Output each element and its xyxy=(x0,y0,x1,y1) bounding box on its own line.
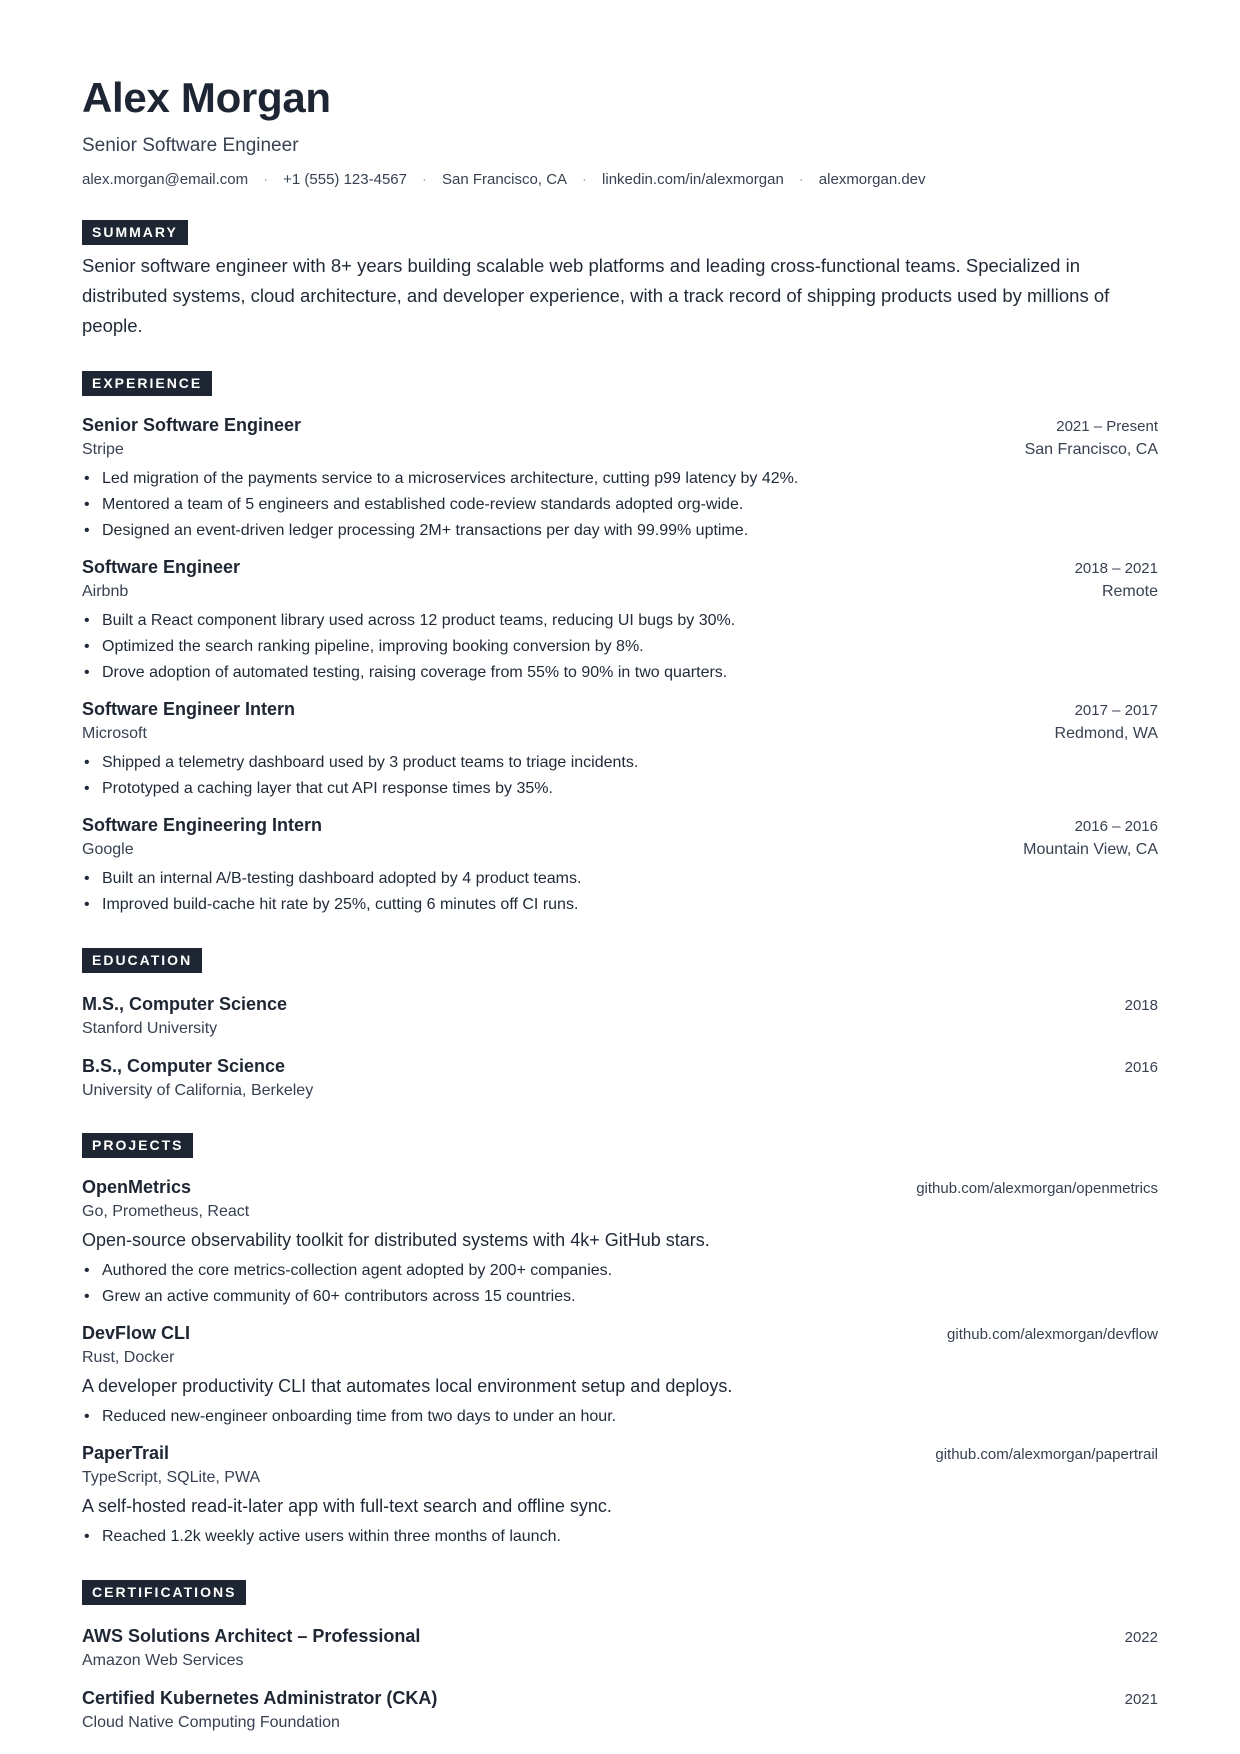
job-location: San Francisco, CA xyxy=(1024,441,1158,458)
education-entry xyxy=(82,1053,1158,1103)
contact-separator: · xyxy=(421,171,427,188)
section-heading-summary: SUMMARY xyxy=(82,220,188,245)
experience-entry xyxy=(82,812,1158,918)
degree-title: B.S., Computer Science xyxy=(82,1056,286,1076)
project-bullets xyxy=(82,1404,1158,1430)
project-bullets xyxy=(82,1524,1158,1550)
bullet-item: • Reduced new-engineer onboarding time from two days to under an hour. xyxy=(82,1404,1158,1430)
contact-phone[interactable]: +1 (555) 123-4567 xyxy=(283,171,407,188)
contact-separator: · xyxy=(582,171,588,188)
certification-issuer: Cloud Native Computing Foundation xyxy=(82,1714,340,1731)
job-bullets xyxy=(82,608,1158,686)
project-description: Open-source observability toolkit for distributed systems with 4k+ GitHub stars. xyxy=(82,1230,710,1250)
project-link[interactable]: github.com/alexmorgan/openmetrics xyxy=(916,1180,1158,1197)
company-name: Airbnb xyxy=(82,583,129,600)
education-section xyxy=(82,918,1158,1103)
job-bullets xyxy=(82,866,1158,918)
bullet-item: • Improved build-cache hit rate by 25%, cutting 6 minutes off CI runs. xyxy=(82,892,1158,918)
certification-name: Certified Kubernetes Administrator (CKA) xyxy=(82,1688,438,1708)
job-title: Software Engineer Intern xyxy=(82,699,296,719)
certification-entry xyxy=(82,1685,1158,1735)
section-heading-projects: PROJECTS xyxy=(82,1133,193,1158)
bullet-item: • Shipped a telemetry dashboard used by 3 product teams to triage incidents. xyxy=(82,750,1158,776)
project-name: DevFlow CLI xyxy=(82,1323,191,1343)
company-name: Stripe xyxy=(82,441,124,458)
bullet-item: • Led migration of the payments service to a microservices architecture, cutting p99 latency by 42%. xyxy=(82,466,1158,492)
experience-section xyxy=(82,341,1158,918)
bullet-item: • Built a React component library used across 12 product teams, reducing UI bugs by 30%. xyxy=(82,608,1158,634)
project-tech: Go, Prometheus, React xyxy=(82,1203,250,1220)
bullet-item: • Mentored a team of 5 engineers and established code-review standards adopted org-wide. xyxy=(82,492,1158,518)
bullet-item: • Prototyped a caching layer that cut API response times by 35%. xyxy=(82,776,1158,802)
candidate-role: Senior Software Engineer xyxy=(82,135,299,156)
bullet-item: • Drove adoption of automated testing, raising coverage from 55% to 90% in two quarters. xyxy=(82,660,1158,686)
job-title: Software Engineer xyxy=(82,557,241,577)
section-heading-certifications: CERTIFICATIONS xyxy=(82,1580,246,1605)
certification-year: 2022 xyxy=(1124,1629,1158,1646)
summary-section xyxy=(82,190,1158,341)
education-entry xyxy=(82,991,1158,1041)
experience-entry xyxy=(82,554,1158,686)
bullet-item: • Designed an event-driven ledger processing 2M+ transactions per day with 99.99% uptime. xyxy=(82,518,1158,544)
certification-entry xyxy=(82,1623,1158,1673)
job-location: Redmond, WA xyxy=(1054,725,1158,742)
job-title: Software Engineering Intern xyxy=(82,815,323,835)
contact-line xyxy=(82,170,1158,190)
job-dates: 2016 – 2016 xyxy=(1074,818,1158,835)
company-name: Google xyxy=(82,841,134,858)
section-heading-experience: EXPERIENCE xyxy=(82,371,212,396)
contact-email[interactable]: alex.morgan@email.com xyxy=(82,171,249,188)
job-location: Mountain View, CA xyxy=(1023,841,1158,858)
contact-separator: · xyxy=(263,171,269,188)
projects-section xyxy=(82,1103,1158,1550)
company-name: Microsoft xyxy=(82,725,147,742)
contact-location: San Francisco, CA xyxy=(441,171,568,188)
job-bullets xyxy=(82,750,1158,802)
degree-year: 2018 xyxy=(1124,997,1158,1014)
job-dates: 2017 – 2017 xyxy=(1074,702,1158,719)
project-link[interactable]: github.com/alexmorgan/devflow xyxy=(947,1326,1158,1343)
certifications-section xyxy=(82,1550,1158,1735)
contact-separator: · xyxy=(798,171,804,188)
project-entry xyxy=(82,1320,1158,1430)
project-tech: Rust, Docker xyxy=(82,1349,175,1366)
project-bullets xyxy=(82,1258,1158,1310)
job-dates: 2018 – 2021 xyxy=(1074,560,1158,577)
project-name: OpenMetrics xyxy=(82,1177,192,1197)
project-entry xyxy=(82,1440,1158,1550)
project-description: A developer productivity CLI that automates local environment setup and deploys. xyxy=(82,1376,733,1396)
project-entry xyxy=(82,1174,1158,1310)
bullet-item: • Authored the core metrics-collection agent adopted by 200+ companies. xyxy=(82,1258,1158,1284)
degree-title: M.S., Computer Science xyxy=(82,994,288,1014)
certification-year: 2021 xyxy=(1124,1691,1158,1708)
resume-header xyxy=(82,70,1158,190)
bullet-item: • Optimized the search ranking pipeline, improving booking conversion by 8%. xyxy=(82,634,1158,660)
contact-linkedin[interactable]: linkedin.com/in/alexmorgan xyxy=(602,171,784,188)
certification-issuer: Amazon Web Services xyxy=(82,1652,244,1669)
experience-entry xyxy=(82,696,1158,802)
job-bullets xyxy=(82,466,1158,544)
contact-website[interactable]: alexmorgan.dev xyxy=(818,171,926,188)
candidate-name: Alex Morgan xyxy=(82,74,331,121)
summary-text: Senior software engineer with 8+ years building scalable web platforms and leading cross-functional teams. Specialized in distributed systems, cloud architecture, and developer experience, with a track record of shipping products used by millions of people. xyxy=(82,255,1110,336)
degree-year: 2016 xyxy=(1124,1059,1158,1076)
school-name: University of California, Berkeley xyxy=(82,1082,314,1099)
bullet-item: • Grew an active community of 60+ contributors across 15 countries. xyxy=(82,1284,1158,1310)
bullet-item: • Reached 1.2k weekly active users within three months of launch. xyxy=(82,1524,1158,1550)
project-link[interactable]: github.com/alexmorgan/papertrail xyxy=(935,1446,1158,1463)
section-heading-education: EDUCATION xyxy=(82,948,202,973)
job-title: Senior Software Engineer xyxy=(82,415,302,435)
school-name: Stanford University xyxy=(82,1020,218,1037)
project-tech: TypeScript, SQLite, PWA xyxy=(82,1469,261,1486)
experience-entry xyxy=(82,412,1158,544)
bullet-item: • Built an internal A/B-testing dashboard adopted by 4 product teams. xyxy=(82,866,1158,892)
certification-name: AWS Solutions Architect – Professional xyxy=(82,1626,421,1646)
project-name: PaperTrail xyxy=(82,1443,170,1463)
job-location: Remote xyxy=(1101,583,1158,600)
job-dates: 2021 – Present xyxy=(1056,418,1158,435)
project-description: A self-hosted read-it-later app with full-text search and offline sync. xyxy=(82,1496,612,1516)
